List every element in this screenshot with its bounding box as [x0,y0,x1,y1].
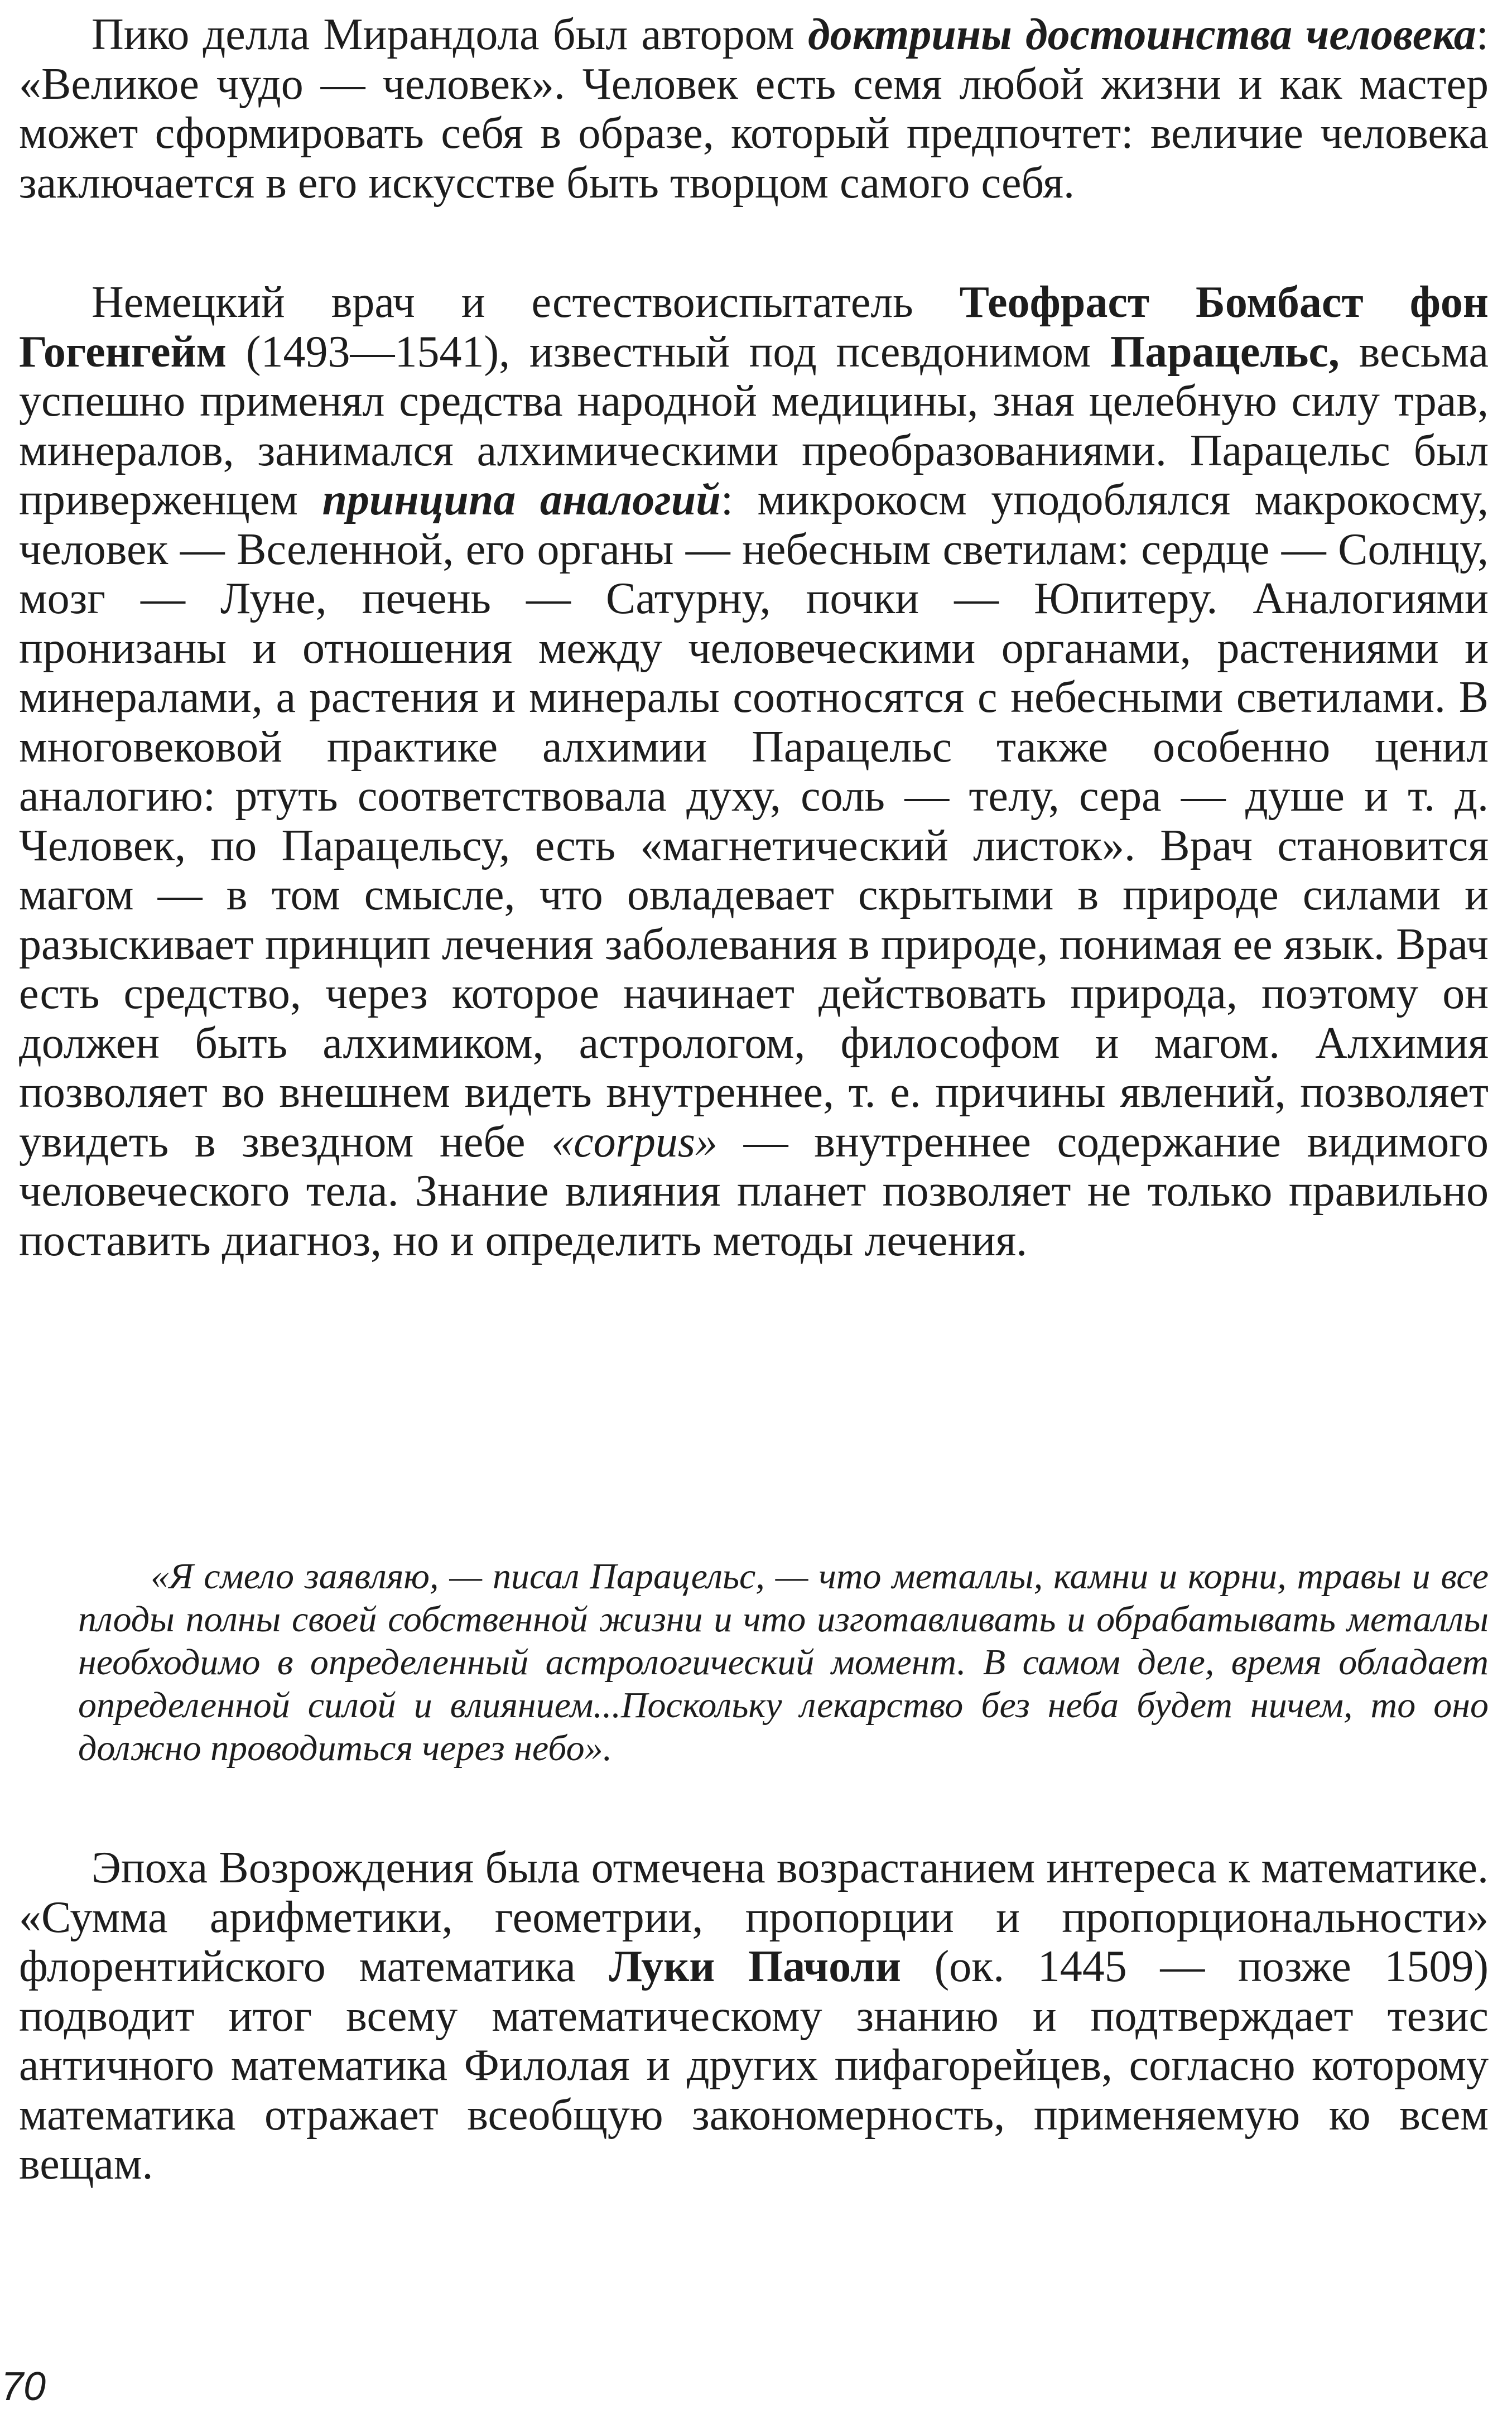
term-principle-of-analogies: принципа аналогий [322,475,721,524]
paragraph-paracelsus [19,278,1489,1265]
paragraph-renaissance-math-text [19,1843,1489,2189]
paragraph-renaissance-math-intro: Эпоха Возрождения была отмечена возрастанием интереса к математике. «Сумма арифметики, геометрии, пропорции и пропорциональности» флорентийского математика [19,1843,1489,1991]
paragraph-paracelsus-end: — внутреннее содержание видимого человеческого тела. Знание влияния планет позволяет не только правильно поставить диагноз, но и определить методы лечения. [19,1117,1489,1265]
paragraph-pico-intro: Пико делла Мирандола был автором [92,10,808,59]
paracelsus-quote: «Я смело заявляю, — писал Парацельс, — что металлы, камни и корни, травы и все плоды полны своей собственной жизни и что изготавливать и обрабатывать металлы необходимо в определенный астрологический момент. В самом деле, время обладает определенной силой и влиянием...Поскольку лекарство без неба будет ничем, то оно должно проводиться через небо». [78,1556,1489,1769]
term-corpus: «corpus» [551,1117,718,1167]
paragraph-pico-rest: : «Великое чудо — человек». Человек есть семя любой жизни и как мастер может сформировать себя в образе, который предпочтет: величие человека заключается в его искусстве быть творцом самого себя. [19,10,1489,208]
name-paracelsus: Парацельс, [1110,327,1340,377]
name-luca-pacioli: Луки Пачоли [609,1942,901,1991]
paragraph-pico-text [19,10,1489,208]
paragraph-pico [19,10,1489,208]
paragraph-renaissance-math-rest: (ок. 1445 — позже 1509) подводит итог всему математическому знанию и подтверждает тезис античного математика Филолая и других пифагорейцев, согласно которому математика отражает всеобщую закономерность, применяемую ко всем вещам. [19,1942,1489,2189]
paragraph-paracelsus-text [19,278,1489,1265]
paragraph-renaissance-math [19,1843,1489,2189]
paragraph-paracelsus-intro: Немецкий врач и естествоиспытатель [92,278,960,327]
term-doctrine-of-dignity: доктрины достоинства человека [807,10,1476,59]
paragraph-paracelsus-body: весьма успешно применял средства народной медицины, зная целебную силу трав, минералов, занимался алхимическими преобразованиями. Парацельс был приверженцем [19,327,1489,524]
paragraph-paracelsus-dates: (1493—1541), известный под псевдонимом [227,327,1110,377]
name-theophrastus: Теофраст Бомбаст фон Гогенгейм [19,278,1489,377]
paragraph-paracelsus-analogies: : микрокосм уподоблялся макрокосму, человек — Вселенной, его органы — небесным светилам: сердце — Солнцу, мозг — Луне, печень — Сатурну, почки — Юпитеру. Аналогиями пронизаны и отношения между человеческими органами, растениями и минералами, а растения и минералы соотносятся с небесными светилами. В многовековой практике алхимии Парацельс также особенно ценил аналогию: ртуть соответствовала духу, соль — телу, сера — душе и т. д. Человек, по Парацельсу, есть «магнетический листок». Врач становится магом — в том смысле, что овладевает скрытыми в природе силами и разыскивает принцип лечения заболевания в природе, понимая ее язык. Врач есть средство, через которое начинает действовать природа, поэтому он должен быть алхимиком, астрологом, философом и магом. Алхимия позволяет во внешнем видеть внутреннее, т. е. причины явлений, позволяет увидеть в звездном небе [19,475,1489,1167]
page-number: 70 [1,2364,46,2409]
